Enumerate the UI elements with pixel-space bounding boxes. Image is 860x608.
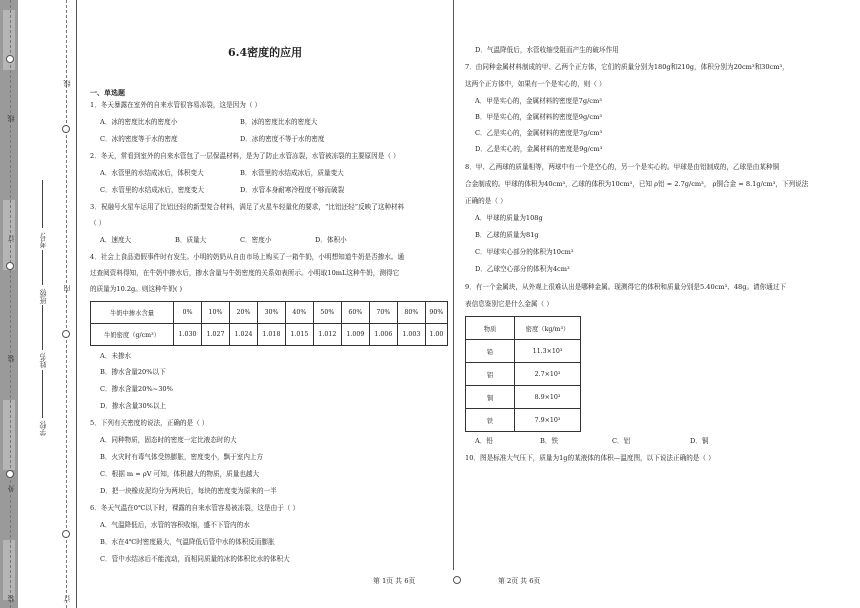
table-cell: 1.027 — [201, 324, 229, 346]
option: C．冰的密度等于水的密度 — [100, 135, 178, 143]
question-9: 9．有一个金属块，从外观上很难认出是哪种金属。现测得它的体积和质量分别是5.40cm³、48g。请你通过下 — [465, 283, 787, 291]
strip-band — [3, 400, 15, 470]
table-cell: 50% — [313, 302, 341, 324]
option: C．密度小 — [240, 236, 272, 244]
milk-density-table — [90, 301, 448, 346]
table-row — [466, 409, 581, 432]
binding-hole — [62, 530, 70, 538]
section-heading: 一、单选题 — [90, 88, 125, 97]
option: A．冰的密度比水的密度小 — [100, 118, 178, 126]
table-cell: 1.012 — [313, 324, 341, 346]
question-8: 8．甲、乙两球的质量相等，两球中有一个是空心的，另一个是实心的。甲球是由铝制成的，乙球是由某种铜 — [465, 163, 780, 171]
table-cell: 铅 — [466, 340, 515, 363]
binding-gray-strip — [0, 0, 18, 608]
table-cell: 铁 — [466, 409, 515, 432]
option: D．乙球空心部分的体积为4cm³ — [475, 265, 570, 273]
table-cell: 1.003 — [397, 324, 425, 346]
option: D．体积小 — [315, 236, 347, 244]
table-cell: 60% — [341, 302, 369, 324]
table-cell: 30% — [257, 302, 285, 324]
question-8-line: 合金制成的。甲球的体积为40cm³，乙球的体积为10cm³，已知 ρ铝 = 2.7g/cm³， ρ铜合金 = 8.1g/cm³，下列说法 — [465, 180, 809, 188]
question-3-bracket: （ ） — [90, 219, 106, 227]
inner-dashed-line — [66, 0, 67, 608]
option: C．水管里的水结成冰后，密度变大 — [100, 186, 204, 194]
strip-band — [3, 540, 15, 600]
table-cell: 10% — [201, 302, 229, 324]
option: A．甲是实心的，金属材料的密度是7g/cm³ — [475, 97, 602, 105]
table-cell: 牛奶密度（g/cm³） — [91, 324, 174, 346]
table-cell: 7.9×10³ — [515, 409, 581, 432]
option: C．管中水结冰后不能流动，而相同质量的冰的体积比水的体积大 — [100, 555, 290, 563]
option: D．水管本身耐寒冷程度不够而破裂 — [240, 186, 345, 194]
table-cell: 1.015 — [285, 324, 313, 346]
table-row — [466, 340, 581, 363]
option: D．铜 — [690, 437, 709, 445]
option: B．乙球的质量为81g — [475, 231, 539, 239]
binding-hole — [6, 470, 14, 478]
option: C．掺水含量20%~30% — [100, 385, 173, 393]
name-label: 姓名: — [39, 352, 47, 369]
binding-mark: 线 — [63, 80, 71, 87]
option: C．甲球实心部分的体积为10cm³ — [475, 248, 574, 256]
table-cell: 1.006 — [369, 324, 397, 346]
binding-hole — [62, 330, 70, 338]
table-cell: 铝 — [466, 363, 515, 386]
page-title: 6.4密度的应用 — [228, 46, 303, 59]
option: B．水在4℃时密度最大，气温降低后管中水的体积反而膨胀 — [100, 538, 275, 546]
table-cell: 物质 — [466, 317, 515, 340]
question-3: 3．祝融号火星车运用了比铝还轻的新型复合材料，满足了火星车轻量化的要求，“比铝还轻”反映了这种材料 — [90, 203, 405, 211]
table-cell: 40% — [285, 302, 313, 324]
option: D．气温降低后，水管收缩受阻而产生的破坏作用 — [475, 46, 619, 54]
option: C．根据 m = ρV 可知，体积越大的物质，质量也越大 — [100, 470, 260, 478]
school-label: 学校: — [39, 420, 47, 437]
option: B．甲是实心的，金属材料的密度是9g/cm³ — [475, 113, 602, 121]
option: A．铅 — [475, 437, 493, 445]
table-cell: 1.030 — [174, 324, 202, 346]
option: D．掺水含量30%以上 — [100, 402, 167, 410]
option: A．甲球的质量为108g — [475, 214, 543, 222]
binding-hole — [6, 55, 14, 63]
binding-mark: 线 — [7, 115, 15, 122]
school-field[interactable] — [42, 370, 43, 418]
exam-number-label: 考号: — [39, 232, 47, 249]
question-7-line: 这两个正方体中，如果有一个是实心的，则（ ） — [465, 80, 606, 88]
margin-rule — [76, 0, 77, 608]
question-5: 5．下列有关密度的说法，正确的是（ ） — [90, 419, 209, 427]
table-row — [91, 324, 448, 346]
binding-hole — [62, 125, 70, 133]
table-row — [466, 317, 581, 340]
option: C．铝 — [612, 437, 631, 445]
option: B．质量大 — [175, 236, 207, 244]
outer-dashed-line — [10, 0, 11, 608]
table-cell: 20% — [229, 302, 257, 324]
binding-mark: 装 — [7, 595, 15, 602]
question-4-line: 的质量为10.2g。则这种牛奶( ) — [90, 285, 183, 293]
question-4-line: 过查阅资料得知，在牛奶中掺水后，掺水含量与牛奶密度的关系如表所示。小明取10mL这种牛奶，测得它 — [90, 269, 400, 277]
table-cell: 密度（kg/m³） — [515, 317, 581, 340]
binding-mark: 装 — [7, 355, 15, 362]
class-label: 班级: — [39, 288, 47, 305]
table-cell: 1.00 — [425, 324, 447, 346]
binding-mark: 内 — [63, 285, 71, 292]
page-divider — [453, 0, 454, 570]
option: B．铁 — [540, 437, 559, 445]
table-cell: 铜 — [466, 386, 515, 409]
class-field[interactable] — [42, 250, 43, 285]
table-cell: 0% — [174, 302, 202, 324]
option: A．速度大 — [100, 236, 132, 244]
page-number-right: 第 2页 共 6页 — [498, 577, 541, 585]
option: B．水管里的水结成冰后，质量变大 — [240, 169, 344, 177]
binding-mark: 订 — [63, 595, 71, 602]
binding-hole — [6, 262, 14, 270]
question-1: 1．冬天暴露在室外的自来水管很容易冻裂，这是因为（ ） — [90, 101, 262, 109]
table-cell: 1.009 — [341, 324, 369, 346]
table-cell: 80% — [397, 302, 425, 324]
table-cell: 牛奶中掺水含量 — [91, 302, 174, 324]
option: C．乙是实心的，金属材料的密度是7g/cm³ — [475, 129, 603, 137]
binding-mark: 外 — [7, 485, 15, 492]
page-divider-dot — [453, 576, 461, 584]
question-2: 2．冬天，常看到室外的自来水管包了一层保温材料，是为了防止水管冻裂，水管被冻裂的主要原因是（ ） — [90, 152, 400, 160]
question-8-line: 正确的是（ ） — [465, 197, 507, 205]
table-cell: 11.3×10³ — [515, 340, 581, 363]
table-row — [466, 386, 581, 409]
option: A．水管里的水结成冰后，体积变大 — [100, 169, 204, 177]
option: A．同种物质，固态时的密度一定比液态时的大 — [100, 436, 237, 444]
exam-number-field[interactable] — [42, 180, 43, 228]
option: B．火灾时有毒气体受热膨胀，密度变小，飘于室内上方 — [100, 453, 264, 461]
option: D．冰的密度不等于水的密度 — [240, 135, 325, 143]
table-row — [466, 363, 581, 386]
option: B．冰的密度比水的密度大 — [240, 118, 318, 126]
binding-mark: 订 — [7, 235, 15, 242]
option: A．未掺水 — [100, 352, 132, 360]
table-cell: 70% — [369, 302, 397, 324]
table-cell: 8.9×10³ — [515, 386, 581, 409]
option: D．乙是实心的，金属材料的密度是9g/cm³ — [475, 145, 603, 153]
table-row — [91, 302, 448, 324]
question-7: 7．由同种金属材料制成的甲、乙两个正方体，它们的质量分别为180g和210g，体积分别为20cm³和30cm³， — [465, 63, 789, 71]
table-cell: 90% — [425, 302, 447, 324]
name-field[interactable] — [42, 305, 43, 350]
option: A．气温降低后，水管的容积收缩，盛不下管内的水 — [100, 521, 250, 529]
option: B．掺水含量20%以下 — [100, 368, 166, 376]
table-cell: 1.018 — [257, 324, 285, 346]
table-cell: 1.024 — [229, 324, 257, 346]
question-6: 6．冬天气温在0℃以下时，裸露的自来水管容易被冻裂，这是由于（ ） — [90, 504, 300, 512]
table-cell: 2.7×10³ — [515, 363, 581, 386]
option: D．把一块橡皮泥均分为两块后，每块的密度变为原来的一半 — [100, 487, 277, 495]
question-9-line: 表信息鉴别它是什么金属（ ） — [465, 300, 553, 308]
metal-density-table — [465, 316, 581, 432]
question-4: 4．社会上食品造假事件时有发生。小明的奶奶从自由市场上购买了一箱牛奶，小明想知道牛奶是否掺水。通 — [90, 253, 405, 261]
page-number-left: 第 1页 共 6页 — [373, 577, 416, 585]
question-10: 10．图是标准大气压下，质量为1g的某液体的体积—温度图，以下说法正确的是（ ） — [465, 454, 715, 462]
